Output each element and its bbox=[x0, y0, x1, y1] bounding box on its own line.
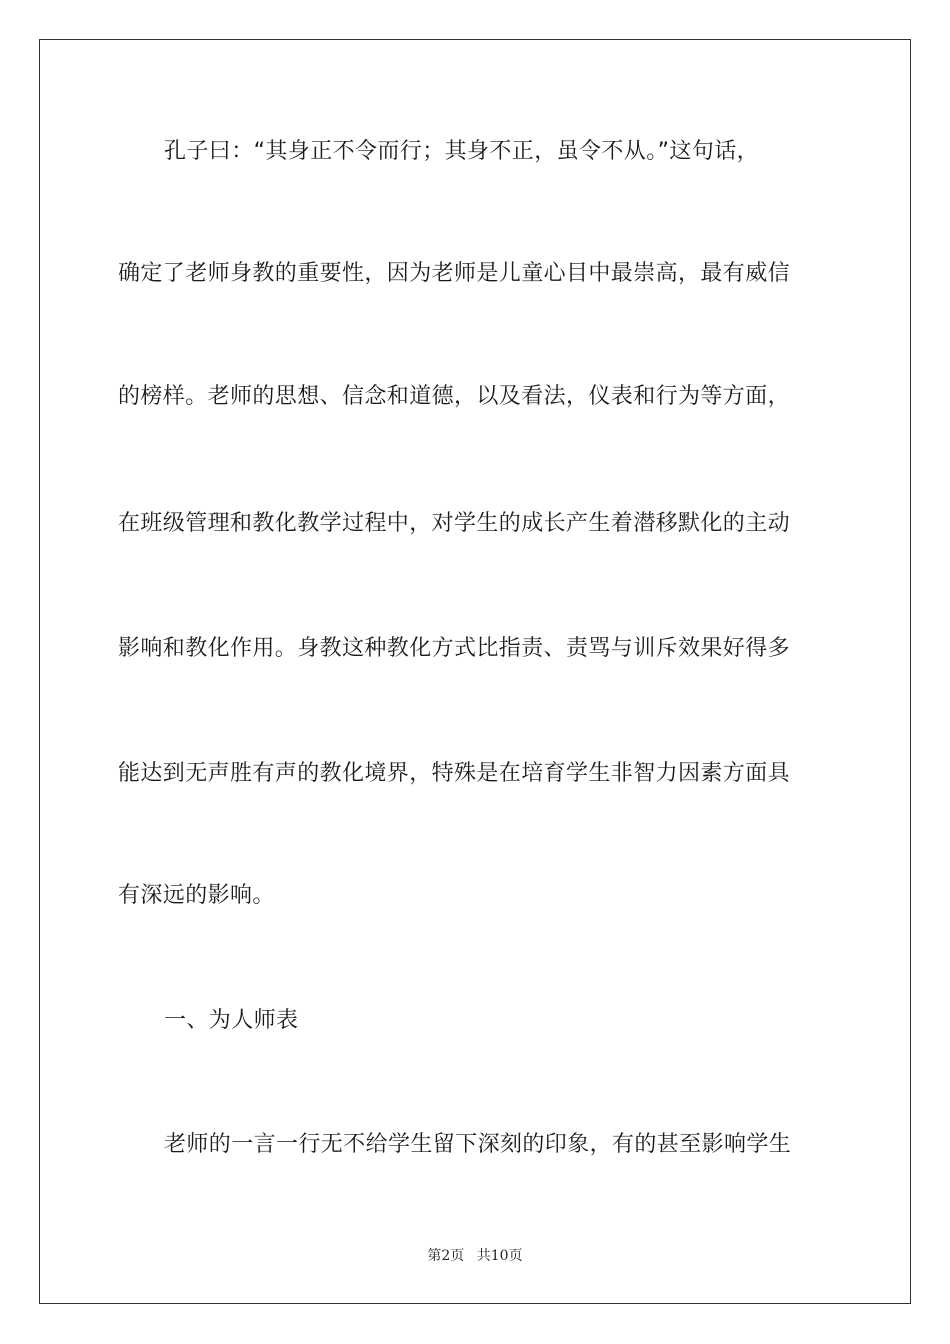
paragraph-line: 影响和教化作用。身教这种教化方式比指责、责骂与训斥效果好得多 bbox=[118, 636, 791, 661]
page-number: 第2页 bbox=[427, 1248, 465, 1264]
page-frame bbox=[39, 39, 911, 1304]
section-heading: 一、为人师表 bbox=[164, 1008, 299, 1033]
page-footer bbox=[0, 1245, 950, 1265]
paragraph-line: 在班级管理和教化教学过程中，对学生的成长产生着潜移默化的主动 bbox=[118, 511, 791, 536]
paragraph-line: 有深远的影响。 bbox=[118, 883, 275, 908]
paragraph-line: 老师的一言一行无不给学生留下深刻的印象，有的甚至影响学生 bbox=[164, 1132, 792, 1157]
paragraph-line: 的榜样。老师的思想、信念和道德，以及看法，仪表和行为等方面， bbox=[118, 384, 791, 409]
paragraph-line: 孔子曰：“其身正不令而行；其身不正，虽令不从。”这句话， bbox=[164, 139, 759, 164]
page-total: 共10页 bbox=[476, 1248, 523, 1264]
paragraph-line: 能达到无声胜有声的教化境界，特殊是在培育学生非智力因素方面具 bbox=[118, 761, 791, 786]
paragraph-line: 确定了老师身教的重要性，因为老师是儿童心目中最崇高，最有威信 bbox=[118, 261, 791, 286]
